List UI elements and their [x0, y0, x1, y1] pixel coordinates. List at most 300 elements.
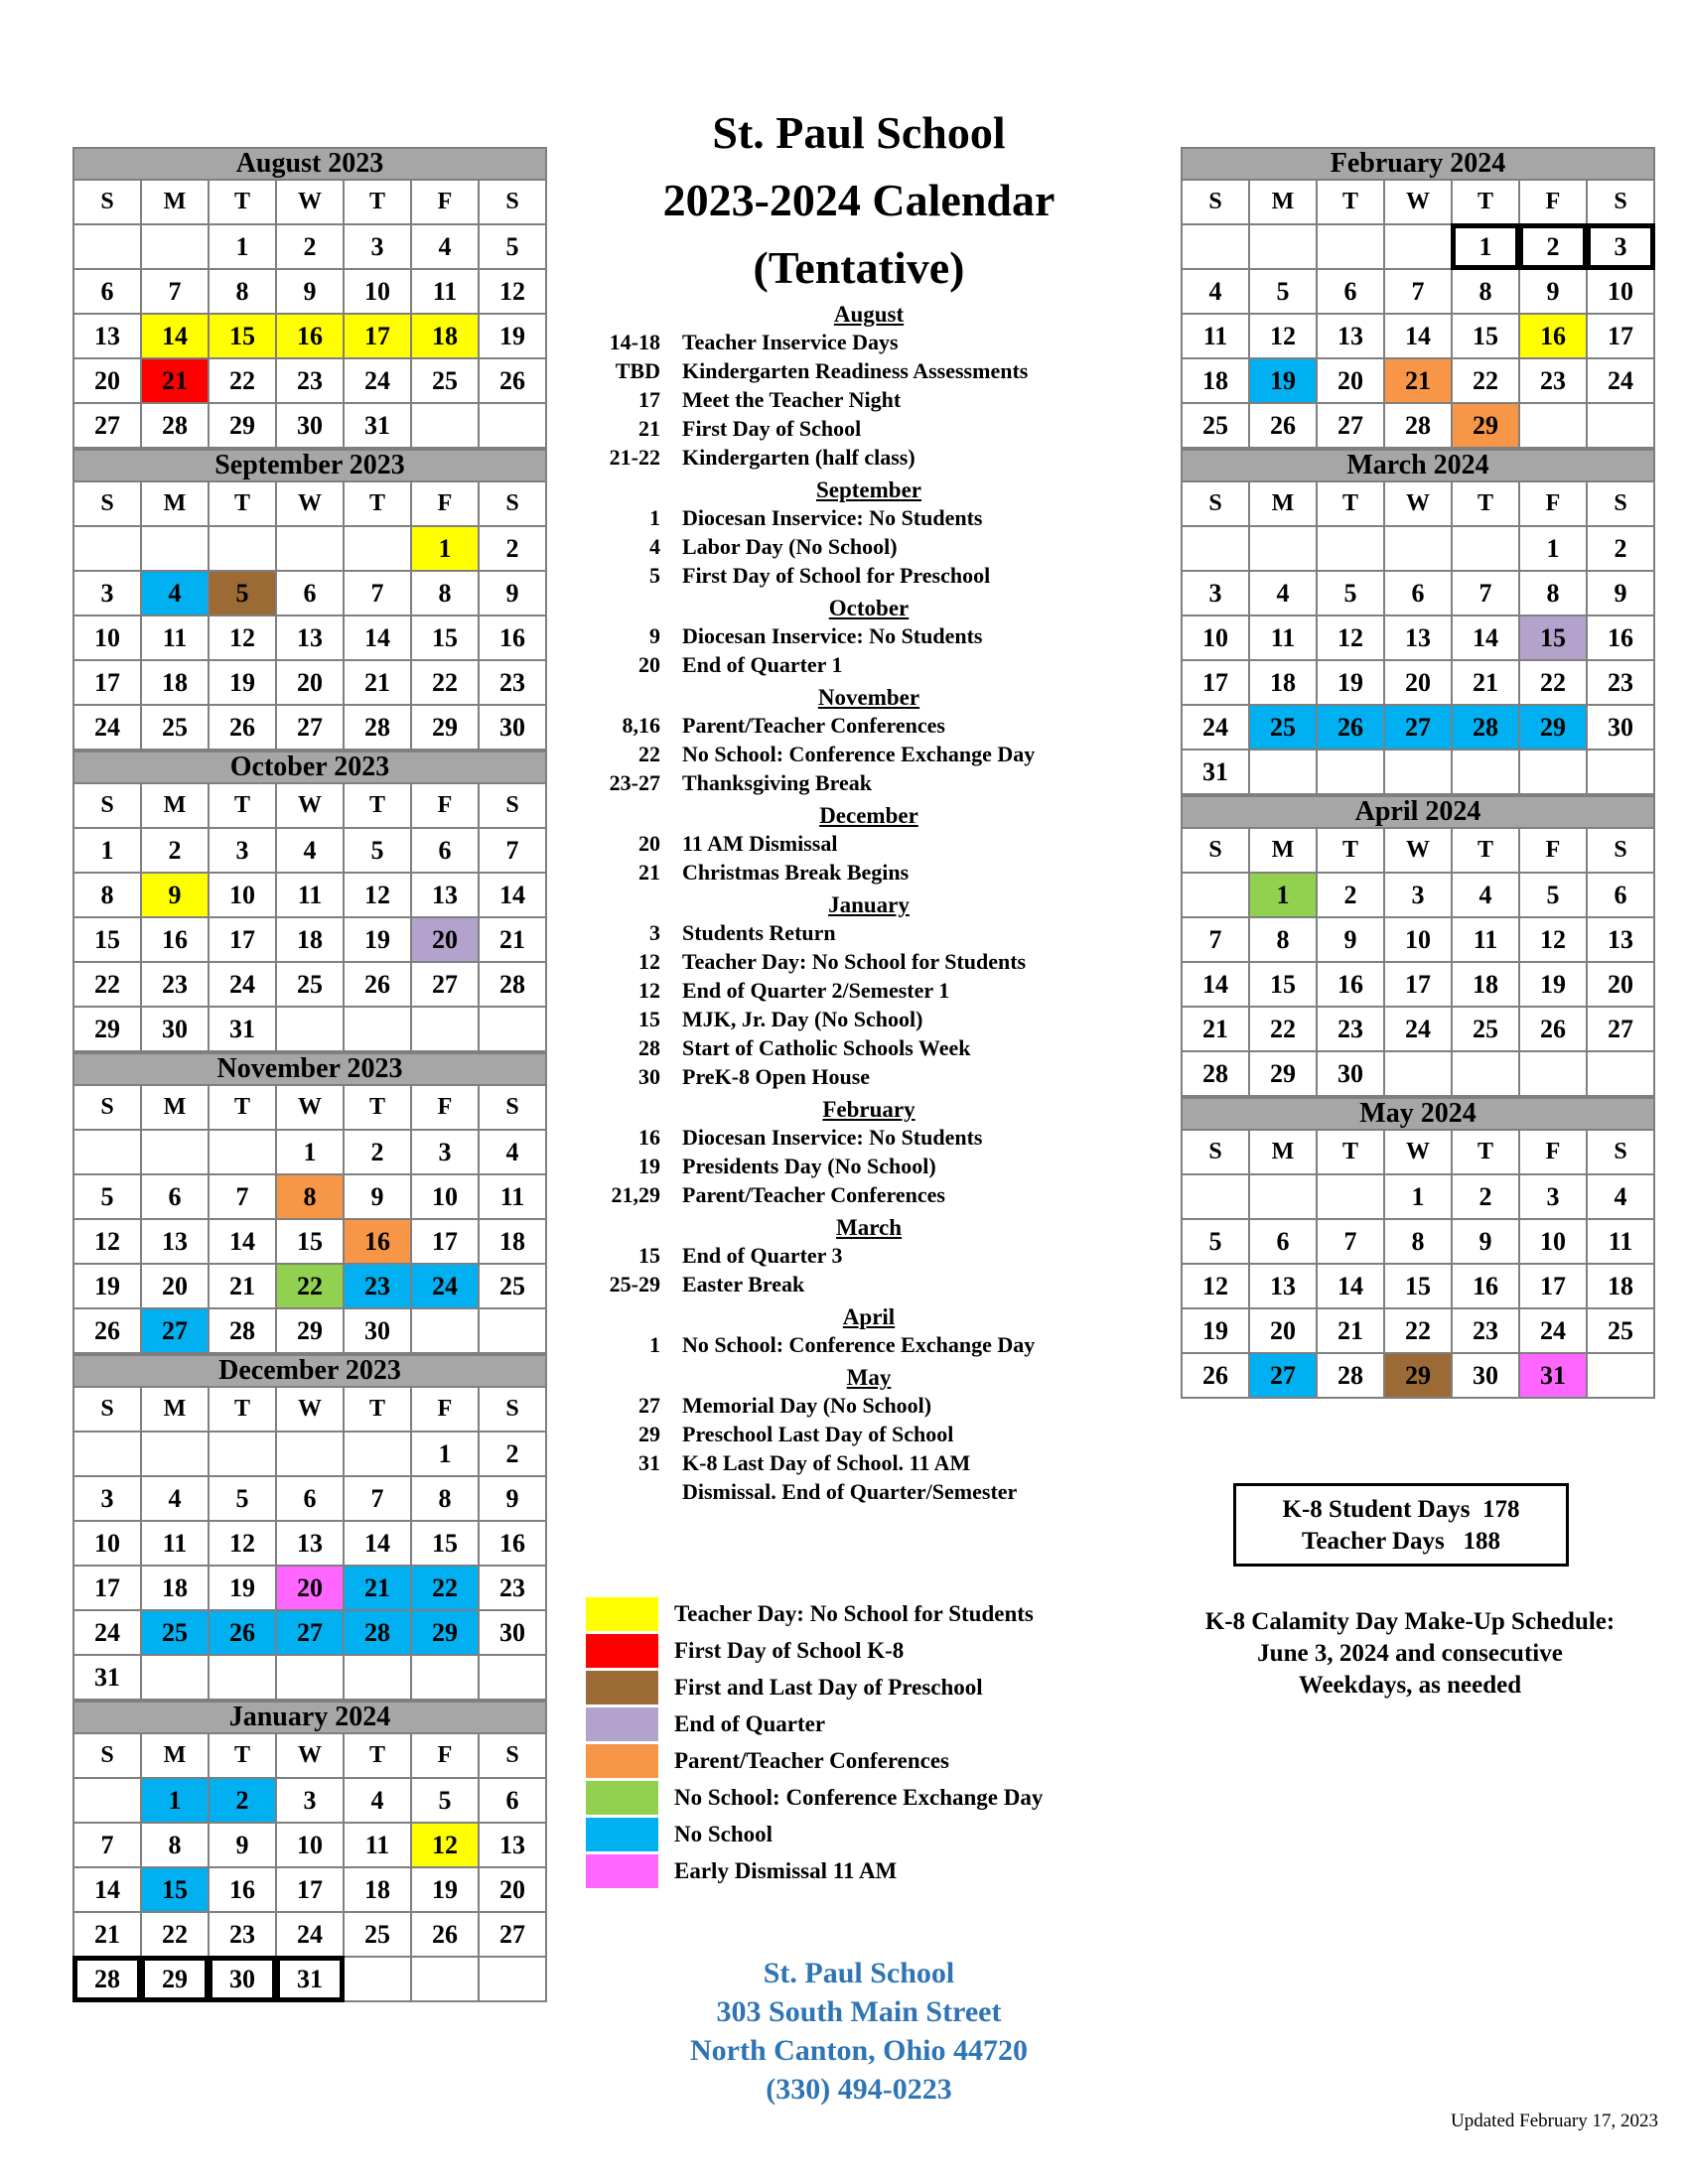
event-date: 9	[649, 623, 660, 648]
day-cell: 31	[209, 1007, 276, 1051]
empty-day-cell	[276, 1432, 344, 1476]
day-cell: 26	[209, 1610, 276, 1655]
event-date: 19	[638, 1154, 660, 1178]
day-cell: 8	[209, 269, 276, 314]
day-cell: 19	[1317, 660, 1384, 705]
empty-day-cell	[73, 526, 141, 571]
empty-day-cell	[411, 1655, 479, 1700]
day-cell: 2	[1452, 1174, 1519, 1219]
day-cell: 27	[1249, 1353, 1317, 1398]
day-cell: 29	[1384, 1353, 1452, 1398]
empty-day-cell	[1182, 1174, 1249, 1219]
day-cell: 11	[141, 1521, 209, 1566]
event-text: Thanksgiving Break	[682, 770, 872, 795]
weekday-label: S	[479, 180, 546, 224]
day-cell: 27	[1587, 1007, 1654, 1051]
weekday-label: F	[411, 1387, 479, 1432]
day-cell: 13	[1317, 314, 1384, 358]
empty-day-cell	[209, 1432, 276, 1476]
weekday-label: S	[73, 481, 141, 526]
day-cell: 4	[344, 1778, 411, 1823]
week-row	[1182, 571, 1654, 615]
event-date: 21	[638, 860, 660, 885]
weekday-label: S	[479, 481, 546, 526]
week-row	[1182, 358, 1654, 403]
event-row	[571, 650, 1127, 679]
empty-day-cell	[411, 1007, 479, 1051]
address-street: 303 South Main Street	[716, 1995, 1002, 2028]
weekday-label: S	[1182, 828, 1249, 873]
days-count-box	[1233, 1483, 1569, 1567]
day-cell: 17	[411, 1219, 479, 1264]
day-cell: 16	[276, 314, 344, 358]
day-cell: 4	[1452, 873, 1519, 917]
day-cell: 13	[73, 314, 141, 358]
weekday-label: S	[73, 180, 141, 224]
day-cell: 18	[1452, 962, 1519, 1007]
weekday-label: S	[479, 1733, 546, 1778]
empty-day-cell	[479, 1308, 546, 1353]
weekday-label: T	[1317, 481, 1384, 526]
day-cell: 11	[1249, 615, 1317, 660]
week-row	[73, 1219, 546, 1264]
empty-day-cell	[1587, 1353, 1654, 1398]
day-cell: 29	[276, 1308, 344, 1353]
day-cell: 29	[411, 705, 479, 750]
weekday-label: S	[479, 1085, 546, 1130]
day-cell: 4	[276, 828, 344, 873]
event-text: Start of Catholic Schools Week	[682, 1035, 971, 1060]
event-text: Kindergarten (half class)	[682, 445, 915, 470]
empty-day-cell	[479, 1957, 546, 2001]
day-cell: 23	[1519, 358, 1587, 403]
event-row	[571, 711, 1127, 740]
day-cell: 5	[1182, 1219, 1249, 1264]
empty-day-cell	[411, 1308, 479, 1353]
event-row	[571, 1033, 1127, 1062]
week-row	[73, 1867, 546, 1912]
day-cell: 27	[276, 705, 344, 750]
day-cell: 3	[1519, 1174, 1587, 1219]
day-cell: 5	[1317, 571, 1384, 615]
event-row	[571, 356, 1127, 385]
empty-day-cell	[1384, 750, 1452, 794]
day-cell: 10	[276, 1823, 344, 1867]
empty-day-cell	[276, 1655, 344, 1700]
day-cell: 22	[209, 358, 276, 403]
event-text: Kindergarten Readiness Assessments	[682, 358, 1029, 383]
day-cell: 22	[411, 1566, 479, 1610]
weekday-label: F	[1519, 828, 1587, 873]
event-date: 12	[638, 978, 660, 1003]
weekday-label: T	[1452, 481, 1519, 526]
event-date: 5	[649, 563, 660, 588]
day-cell: 27	[141, 1308, 209, 1353]
day-cell: 5	[73, 1174, 141, 1219]
day-cell: 16	[141, 917, 209, 962]
calamity-line-3: Weekdays, as needed	[1298, 1672, 1522, 1699]
month-calendar	[1181, 795, 1655, 1097]
day-cell: 4	[1182, 269, 1249, 314]
calamity-line-1: K-8 Calamity Day Make-Up Schedule:	[1204, 1608, 1616, 1635]
day-cell: 28	[344, 1610, 411, 1655]
event-month-heading: May	[846, 1365, 892, 1390]
event-text: End of Quarter 1	[682, 652, 843, 677]
day-cell: 31	[1519, 1353, 1587, 1398]
empty-day-cell	[344, 1957, 411, 2001]
weekday-label: M	[141, 1733, 209, 1778]
day-cell: 5	[1519, 873, 1587, 917]
day-cell: 28	[141, 403, 209, 448]
day-cell: 20	[1384, 660, 1452, 705]
day-cell: 30	[209, 1957, 276, 2001]
week-row	[1182, 224, 1654, 269]
weekday-label: W	[276, 481, 344, 526]
day-cell: 23	[344, 1264, 411, 1308]
weekday-label: S	[73, 1387, 141, 1432]
day-cell: 30	[479, 705, 546, 750]
empty-day-cell	[1384, 1051, 1452, 1096]
day-cell: 11	[1182, 314, 1249, 358]
day-cell: 28	[73, 1957, 141, 2001]
day-cell: 21	[1182, 1007, 1249, 1051]
day-cell: 4	[479, 1130, 546, 1174]
day-cell: 21	[1452, 660, 1519, 705]
day-cell: 25	[1182, 403, 1249, 448]
day-cell: 2	[209, 1778, 276, 1823]
event-text: MJK, Jr. Day (No School)	[682, 1007, 923, 1031]
empty-day-cell	[1587, 1051, 1654, 1096]
event-text: K-8 Last Day of School. 11 AM	[682, 1450, 971, 1475]
day-cell: 18	[344, 1867, 411, 1912]
day-cell: 29	[1249, 1051, 1317, 1096]
weekday-label: S	[1587, 1130, 1654, 1174]
month-header-row	[1182, 148, 1654, 180]
day-cell: 25	[1452, 1007, 1519, 1051]
legend-item	[586, 1706, 1142, 1742]
event-text: PreK-8 Open House	[682, 1064, 871, 1089]
day-cell: 15	[1452, 314, 1519, 358]
event-text: First Day of School for Preschool	[682, 563, 991, 588]
weekday-label: T	[1317, 1130, 1384, 1174]
month-name: September 2023	[73, 450, 546, 481]
day-cell: 4	[141, 1476, 209, 1521]
day-cell: 13	[276, 615, 344, 660]
weekday-header-row	[73, 1085, 546, 1130]
day-cell: 7	[1182, 917, 1249, 962]
day-cell: 18	[141, 660, 209, 705]
legend-swatch	[586, 1854, 658, 1888]
event-text: Teacher Inservice Days	[682, 330, 899, 354]
day-cell: 8	[1452, 269, 1519, 314]
event-month-heading: November	[817, 685, 920, 710]
day-cell: 10	[73, 615, 141, 660]
empty-day-cell	[141, 1432, 209, 1476]
left-calendar-column	[72, 147, 547, 2002]
month-name: March 2024	[1182, 450, 1654, 481]
day-cell: 28	[1182, 1051, 1249, 1096]
day-cell: 2	[141, 828, 209, 873]
day-cell: 16	[209, 1867, 276, 1912]
event-date: 31	[638, 1450, 660, 1475]
day-cell: 21	[479, 917, 546, 962]
day-cell: 2	[479, 526, 546, 571]
month-name: December 2023	[73, 1355, 546, 1387]
event-date: 21	[638, 416, 660, 441]
day-cell: 6	[1587, 873, 1654, 917]
day-cell: 24	[1587, 358, 1654, 403]
weekday-label: S	[73, 1085, 141, 1130]
day-cell: 22	[276, 1264, 344, 1308]
month-name: January 2024	[73, 1702, 546, 1733]
day-cell: 12	[344, 873, 411, 917]
day-cell: 20	[1249, 1308, 1317, 1353]
week-row	[73, 1912, 546, 1957]
week-row	[73, 1432, 546, 1476]
event-date: 20	[638, 831, 660, 856]
day-cell: 7	[1317, 1219, 1384, 1264]
empty-day-cell	[141, 1655, 209, 1700]
empty-day-cell	[141, 224, 209, 269]
day-cell: 17	[209, 917, 276, 962]
event-row	[571, 1270, 1127, 1298]
day-cell: 3	[276, 1778, 344, 1823]
weekday-label: M	[141, 481, 209, 526]
day-cell: 27	[73, 403, 141, 448]
event-text: Diocesan Inservice: No Students	[682, 1125, 983, 1150]
month-calendar	[1181, 147, 1655, 449]
legend-label: End of Quarter	[674, 1710, 826, 1736]
day-cell: 13	[1384, 615, 1452, 660]
month-calendar	[72, 449, 547, 751]
color-legend	[586, 1595, 1142, 1889]
day-cell: 23	[479, 1566, 546, 1610]
month-header-row	[73, 450, 546, 481]
day-cell: 29	[1519, 705, 1587, 750]
event-month-heading: April	[842, 1304, 896, 1329]
day-cell: 4	[411, 224, 479, 269]
empty-day-cell	[141, 1130, 209, 1174]
weekday-label: F	[411, 783, 479, 828]
day-cell: 24	[344, 358, 411, 403]
week-row	[73, 1823, 546, 1867]
legend-label: No School	[674, 1821, 774, 1846]
weekday-label: S	[73, 783, 141, 828]
day-cell: 9	[141, 873, 209, 917]
weekday-label: S	[1587, 828, 1654, 873]
week-row	[1182, 526, 1654, 571]
day-cell: 17	[1182, 660, 1249, 705]
legend-item	[586, 1779, 1142, 1816]
empty-day-cell	[1384, 526, 1452, 571]
day-cell: 7	[1384, 269, 1452, 314]
address-city: North Canton, Ohio 44720	[689, 2034, 1029, 2067]
day-cell: 17	[1384, 962, 1452, 1007]
month-header-row	[73, 751, 546, 783]
day-cell: 12	[209, 1521, 276, 1566]
week-row	[73, 224, 546, 269]
weekday-label: S	[1587, 180, 1654, 224]
day-cell: 14	[344, 1521, 411, 1566]
day-cell: 25	[411, 358, 479, 403]
weekday-label: M	[141, 1085, 209, 1130]
day-cell: 29	[141, 1957, 209, 2001]
day-cell: 15	[411, 615, 479, 660]
event-date: 8,16	[622, 713, 660, 738]
day-cell: 10	[1182, 615, 1249, 660]
event-row	[571, 1391, 1127, 1420]
day-cell: 23	[1317, 1007, 1384, 1051]
day-cell: 27	[411, 962, 479, 1007]
weekday-header-row	[73, 783, 546, 828]
empty-day-cell	[1587, 403, 1654, 448]
empty-day-cell	[1182, 224, 1249, 269]
event-row	[571, 858, 1127, 887]
day-cell: 9	[1519, 269, 1587, 314]
event-row	[571, 1062, 1127, 1091]
weekday-label: W	[276, 180, 344, 224]
month-name: May 2024	[1182, 1098, 1654, 1130]
weekday-label: M	[1249, 828, 1317, 873]
weekday-label: T	[209, 481, 276, 526]
day-cell: 12	[209, 615, 276, 660]
day-cell: 27	[479, 1912, 546, 1957]
day-cell: 12	[1249, 314, 1317, 358]
day-cell: 13	[1587, 917, 1654, 962]
day-cell: 14	[209, 1219, 276, 1264]
day-cell: 3	[1587, 224, 1654, 269]
weekday-label: S	[73, 1733, 141, 1778]
day-cell: 17	[276, 1867, 344, 1912]
day-cell: 14	[1384, 314, 1452, 358]
address-phone: (330) 494-0223	[766, 2073, 952, 2106]
week-row	[1182, 269, 1654, 314]
day-cell: 14	[1182, 962, 1249, 1007]
empty-day-cell	[479, 403, 546, 448]
day-cell: 18	[479, 1219, 546, 1264]
day-cell: 3	[209, 828, 276, 873]
day-cell: 5	[411, 1778, 479, 1823]
day-cell: 27	[276, 1610, 344, 1655]
event-date: 4	[649, 534, 660, 559]
day-cell: 9	[209, 1823, 276, 1867]
weekday-label: W	[276, 783, 344, 828]
event-date: 29	[638, 1422, 660, 1446]
tentative-label: (Tentative)	[753, 242, 965, 293]
empty-day-cell	[1452, 750, 1519, 794]
teacher-days: Teacher Days 188	[1302, 1528, 1500, 1555]
event-date: 1	[649, 505, 660, 530]
event-month-heading: August	[833, 302, 905, 327]
day-cell: 6	[276, 1476, 344, 1521]
legend-item	[586, 1669, 1142, 1706]
weekday-label: T	[209, 1085, 276, 1130]
day-cell: 30	[479, 1610, 546, 1655]
event-text: 11 AM Dismissal	[682, 831, 838, 856]
day-cell: 18	[1587, 1264, 1654, 1308]
month-calendar	[72, 1701, 547, 2002]
empty-day-cell	[344, 1655, 411, 1700]
day-cell: 21	[141, 358, 209, 403]
day-cell: 17	[73, 660, 141, 705]
day-cell: 9	[276, 269, 344, 314]
month-name: April 2024	[1182, 796, 1654, 828]
weekday-label: S	[1587, 481, 1654, 526]
week-row	[1182, 705, 1654, 750]
day-cell: 30	[344, 1308, 411, 1353]
day-cell: 22	[1452, 358, 1519, 403]
day-cell: 19	[209, 660, 276, 705]
day-cell: 11	[411, 269, 479, 314]
event-text: First Day of School	[682, 416, 862, 441]
weekday-label: W	[1384, 180, 1452, 224]
weekday-header-row	[73, 1387, 546, 1432]
empty-day-cell	[73, 1130, 141, 1174]
day-cell: 17	[73, 1566, 141, 1610]
day-cell: 4	[1587, 1174, 1654, 1219]
legend-item	[586, 1742, 1142, 1779]
empty-day-cell	[1249, 224, 1317, 269]
day-cell: 26	[411, 1912, 479, 1957]
day-cell: 8	[1519, 571, 1587, 615]
month-calendar	[72, 1052, 547, 1354]
week-row	[1182, 917, 1654, 962]
day-cell: 3	[411, 1130, 479, 1174]
day-cell: 19	[1249, 358, 1317, 403]
event-row	[571, 947, 1127, 976]
day-cell: 20	[276, 660, 344, 705]
week-row	[1182, 615, 1654, 660]
event-date: 21-22	[609, 445, 660, 470]
event-month-heading: October	[828, 596, 910, 620]
weekday-header-row	[73, 180, 546, 224]
day-cell: 15	[276, 1219, 344, 1264]
day-cell: 14	[1452, 615, 1519, 660]
weekday-label: S	[1182, 481, 1249, 526]
week-row	[1182, 1007, 1654, 1051]
empty-day-cell	[1317, 750, 1384, 794]
day-cell: 2	[1519, 224, 1587, 269]
event-month-heading: March	[835, 1215, 902, 1240]
day-cell: 27	[1317, 403, 1384, 448]
event-text: Parent/Teacher Conferences	[682, 1182, 945, 1207]
event-row	[571, 1420, 1127, 1448]
legend-item	[586, 1852, 1142, 1889]
day-cell: 1	[1519, 526, 1587, 571]
empty-day-cell	[209, 1655, 276, 1700]
day-cell: 1	[141, 1778, 209, 1823]
day-cell: 10	[411, 1174, 479, 1219]
event-date: 21,29	[611, 1182, 660, 1207]
week-row	[73, 1566, 546, 1610]
day-cell: 29	[411, 1610, 479, 1655]
day-cell: 17	[1587, 314, 1654, 358]
weekday-label: T	[344, 180, 411, 224]
weekday-label: S	[479, 783, 546, 828]
week-row	[73, 1655, 546, 1700]
week-row	[73, 615, 546, 660]
day-cell: 12	[479, 269, 546, 314]
day-cell: 22	[1249, 1007, 1317, 1051]
legend-label: First and Last Day of Preschool	[674, 1674, 983, 1700]
day-cell: 9	[344, 1174, 411, 1219]
weekday-label: M	[141, 180, 209, 224]
empty-day-cell	[1587, 750, 1654, 794]
event-month-heading: February	[822, 1097, 915, 1122]
day-cell: 8	[276, 1174, 344, 1219]
event-row	[571, 768, 1127, 797]
day-cell: 25	[479, 1264, 546, 1308]
